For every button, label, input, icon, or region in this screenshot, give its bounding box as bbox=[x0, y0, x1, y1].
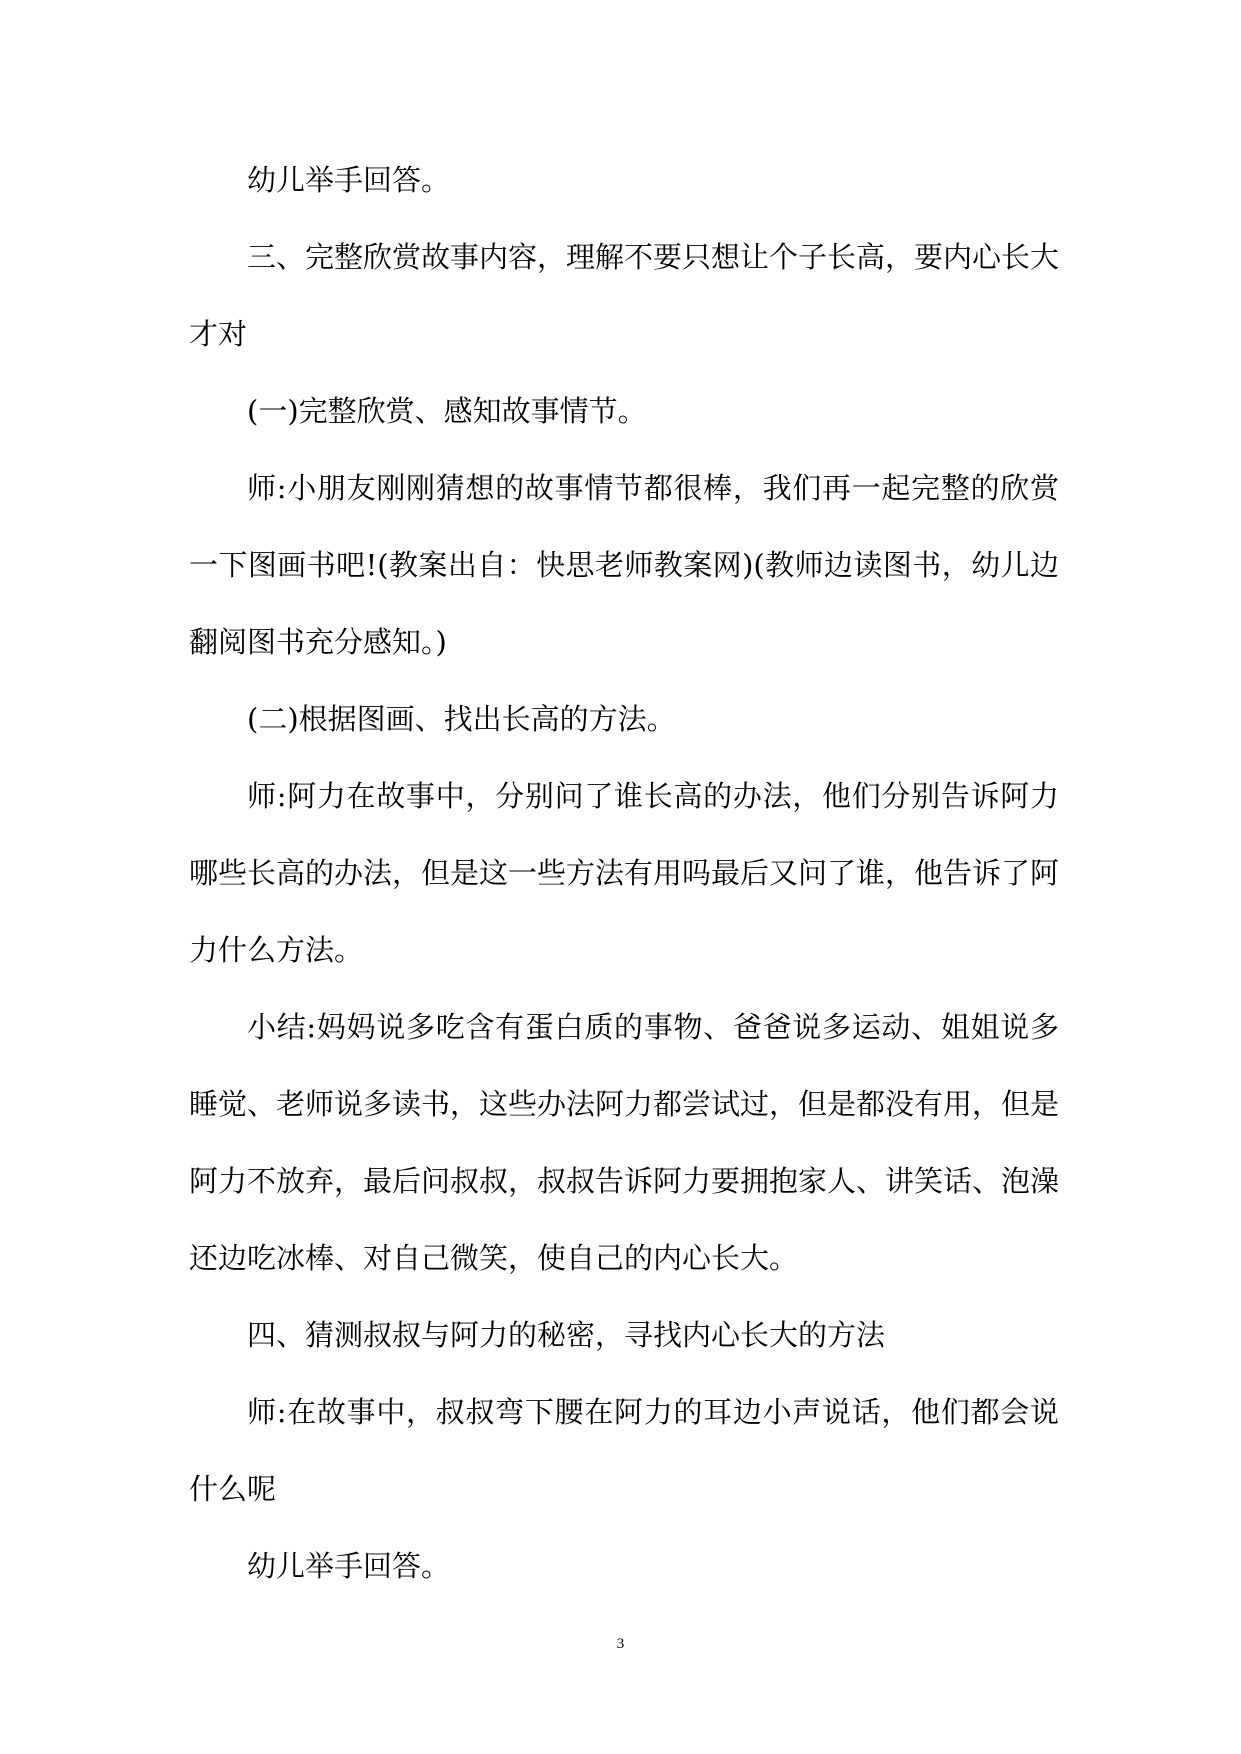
paragraph-teacher-3: 师:在故事中，叔叔弯下腰在阿力的耳边小声说话，他们都会说什么呢 bbox=[189, 1395, 1059, 1506]
paragraph-answer-2: 幼儿举手回答。 bbox=[247, 1549, 451, 1583]
paragraph-teacher-1: 师:小朋友刚刚猜想的故事情节都很棒，我们再一起完整的欣赏一下图画书吧!(教案出自：快思老师教案网)(教师边读图书，幼儿边翻阅图书充分感知。) bbox=[189, 471, 1059, 659]
section-heading-3: 三、完整欣赏故事内容，理解不要只想让个子长高，要内心长大才对 bbox=[189, 240, 1060, 351]
subheading-1: (一)完整欣赏、感知故事情节。 bbox=[247, 394, 647, 428]
paragraph-summary: 小结:妈妈说多吃含有蛋白质的事物、爸爸说多运动、姐姐说多睡觉、老师说多读书，这些办法阿力都尝试过，但是都没有用，但是阿力不放弃，最后问叔叔，叔叔告诉阿力要拥抱家人、讲笑话、泡澡还边吃冰棒、对自己微笑，使自己的内心长大。 bbox=[189, 1010, 1060, 1275]
subheading-2: (二)根据图画、找出长高的方法。 bbox=[247, 702, 676, 736]
paragraph-answer-1: 幼儿举手回答。 bbox=[247, 163, 451, 197]
paragraph-teacher-2: 师:阿力在故事中，分别问了谁长高的办法，他们分别告诉阿力哪些长高的办法，但是这一些方法有用吗最后又问了谁，他告诉了阿力什么方法。 bbox=[189, 779, 1060, 967]
body-text bbox=[189, 142, 1059, 1605]
page-number: 3 bbox=[616, 1636, 625, 1652]
section-heading-4: 四、猜测叔叔与阿力的秘密，寻找内心长大的方法 bbox=[247, 1318, 886, 1352]
